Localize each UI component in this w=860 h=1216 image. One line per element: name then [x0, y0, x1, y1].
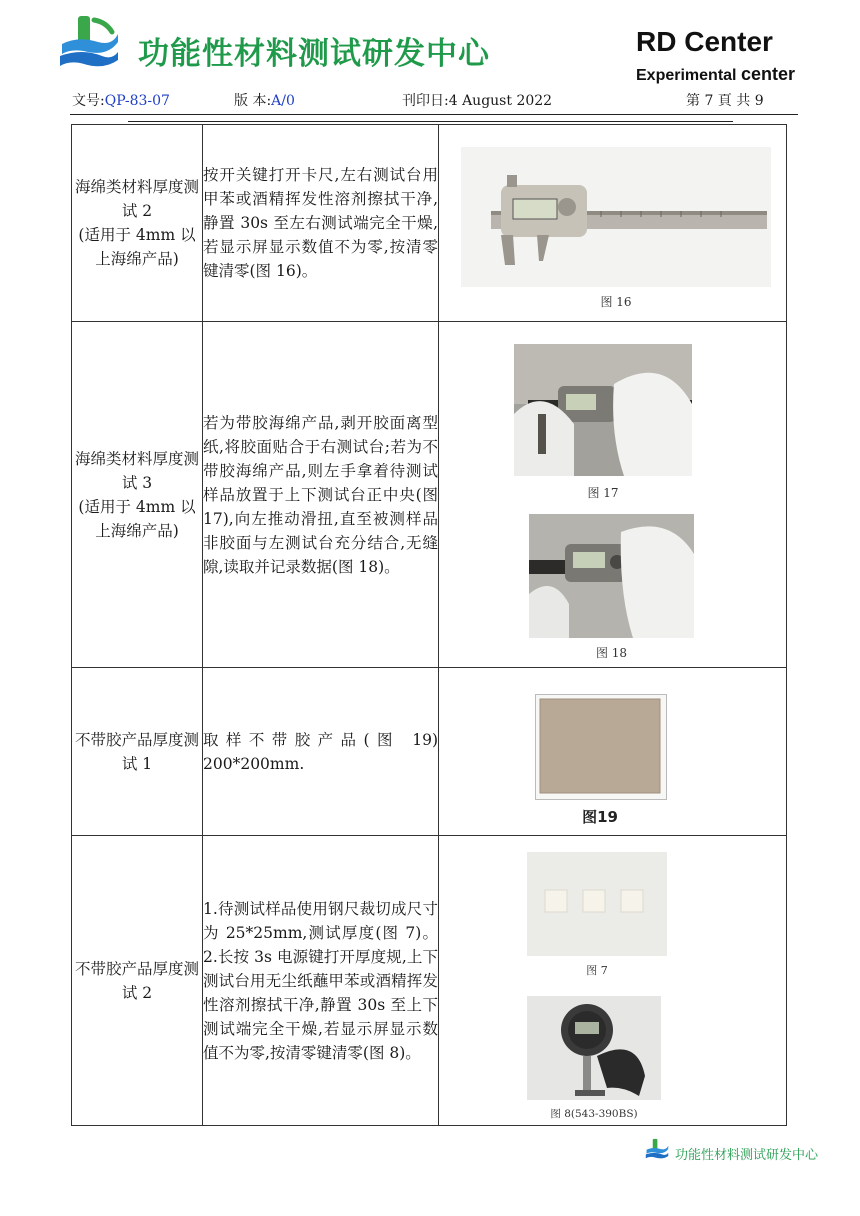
figure-cell: [439, 668, 787, 836]
center-label: center: [740, 64, 795, 84]
doc-number: [72, 90, 170, 110]
test-name-cell: [72, 322, 203, 668]
figure-16-image: [461, 147, 771, 287]
version-label: 版 本:: [234, 93, 272, 109]
test-name: 海绵类材料厚度测试 2: [74, 178, 199, 220]
procedure-text: 若为带胶海绵产品,剥开胶面离型纸,将胶面贴合于右测试台;若为不带胶海绵产品,则左手拿着待测试样品放置于上下测试台正中央(图 17),向左推动滑扭,直至被测样品非胶面与左测试台充分结合,无缝隙,读取并记录数据(图 18)。: [203, 322, 439, 668]
print-date-value: 4 August 2022: [448, 93, 553, 109]
doc-number-value: QP-83-07: [104, 93, 170, 109]
rd-center-title: RD Center: [636, 26, 773, 57]
test-name-cell: [72, 668, 203, 836]
test-name: 不带胶产品厚度测试 2: [74, 959, 199, 1002]
version: [234, 90, 295, 110]
test-name-cell: [72, 836, 203, 1126]
test-scope: (适用于 4mm 以上海绵产品): [78, 497, 196, 540]
figure-7-caption: 图 7: [586, 964, 608, 977]
procedure-text: 按开关键打开卡尺,左右测试台用甲苯或酒精挥发性溶剂擦拭干净,静置 30s 至左右测试端完全干燥,若显示屏显示数值不为零,按清零键清零(图 16)。: [203, 125, 439, 322]
footer-logo: [645, 1138, 669, 1160]
table-row: [72, 125, 787, 322]
figure-8-image: [527, 996, 661, 1100]
figure-18-image: [529, 514, 694, 638]
header-rule: [70, 114, 798, 115]
test-scope: (适用于 4mm 以上海绵产品): [78, 226, 196, 268]
figure-19-image: [535, 694, 667, 800]
table-row: [72, 322, 787, 668]
footer-center-name: 功能性材料测试研发中心: [675, 1148, 819, 1163]
figure-7-image: [527, 852, 667, 956]
test-name-cell: [72, 125, 203, 322]
page-info: 第 7 頁 共 9: [686, 93, 764, 109]
figure-8-caption: 图 8(543-390BS): [550, 1108, 638, 1120]
figure-16-caption: 图 16: [600, 295, 632, 309]
doc-number-label: 文号:: [72, 93, 105, 109]
version-value: A/0: [271, 93, 295, 109]
experimental-label: Experimental: [636, 67, 737, 84]
test-name: 不带胶产品厚度测试 1: [74, 730, 199, 773]
print-date: [402, 90, 552, 110]
figure-18-caption: 图 18: [595, 646, 628, 660]
procedure-text: 取样不带胶产品(图 19) 200*200mm.: [203, 668, 439, 836]
figure-17-image: [514, 344, 692, 476]
print-date-label: 刊印日:: [402, 93, 449, 109]
figure-17-caption: 图 17: [587, 486, 619, 500]
center-title: 功能性材料测试研发中心: [138, 36, 490, 72]
figure-cell: [439, 836, 787, 1126]
procedure-table: [71, 124, 787, 1126]
footer: [645, 1138, 819, 1164]
table-row: [72, 836, 787, 1126]
procedure-text: 1.待测试样品使用钢尺裁切成尺寸为 25*25mm,测试厚度(图 7)。2.长按 3s 电源键打开厚度规,上下测试台用无尘纸蘸甲苯或酒精挥发性溶剂擦拭干净,静置 30s 至上下测试端完全干燥,若显示屏显示数值不为零,按清零键清零(图 8)。: [203, 836, 439, 1126]
test-name: 海绵类材料厚度测试 3: [74, 449, 199, 492]
figure-19-caption: 图19: [582, 808, 618, 826]
figure-cell: [439, 322, 787, 668]
center-logo: [58, 14, 120, 70]
header-rule-inner: [128, 121, 733, 122]
table-row: [72, 668, 787, 836]
experimental-center-subtitle: [636, 64, 795, 85]
figure-cell: [439, 125, 787, 322]
